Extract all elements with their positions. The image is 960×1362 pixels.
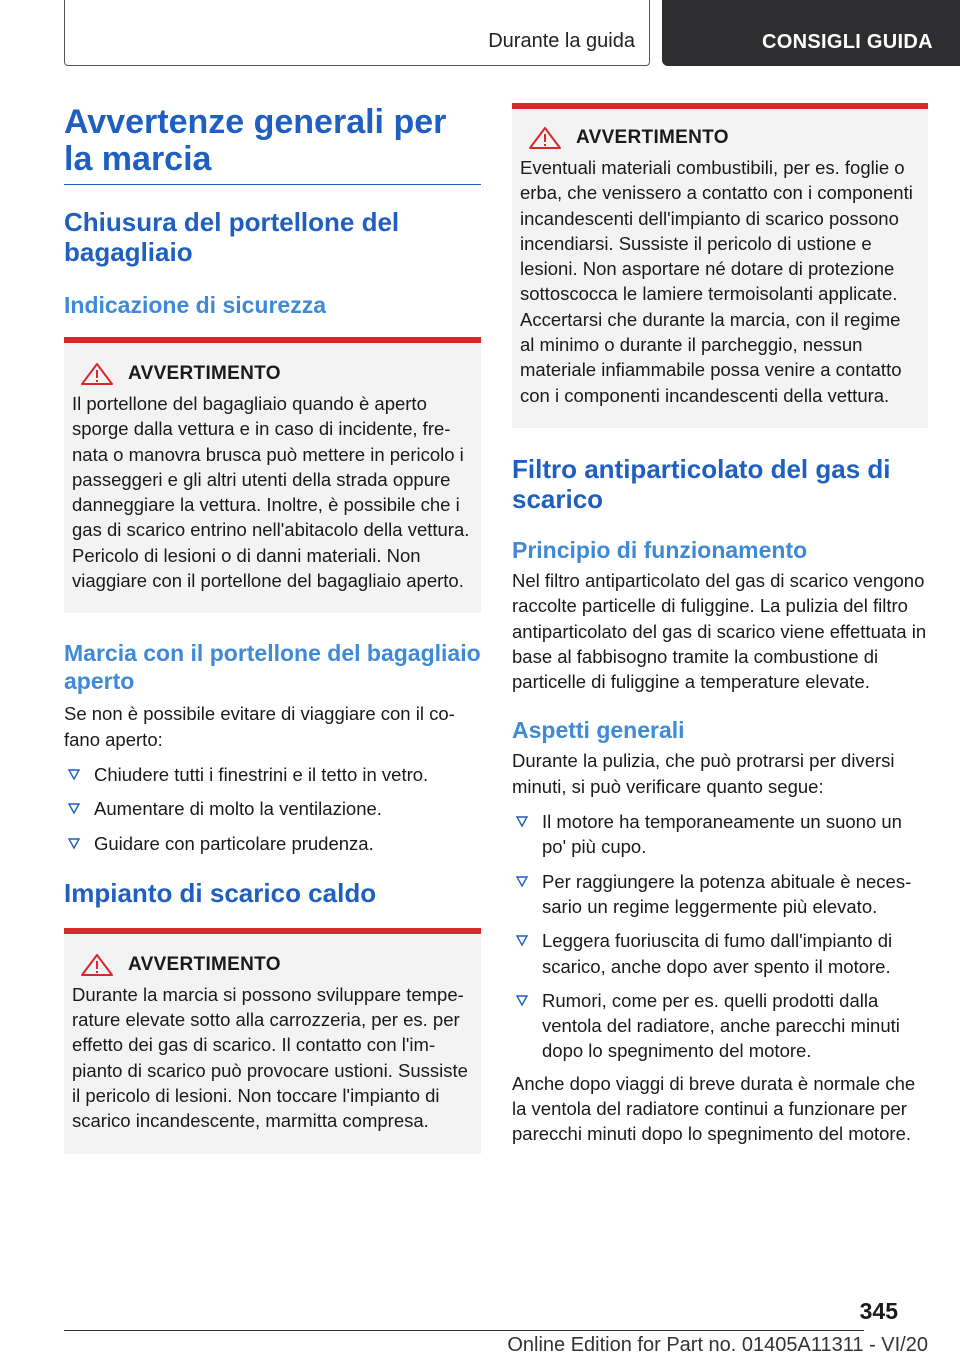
subheading-safety: Indicazione di sicurezza — [64, 292, 327, 318]
steps-list — [64, 762, 481, 856]
warning-text: Durante la marcia si possono sviluppare temperature elevate sotto alla carrozzeria, per es. per effetto dei gas di scarico. Il contatto con l'impianto di scarico può provocare ustioni. Sussiste il pericolo di lesioni. Non toccare l'impianto di scarico incandescente, marmitta compresa. — [72, 983, 468, 1132]
footer-divider — [64, 1330, 864, 1331]
list-item — [64, 831, 481, 856]
list-item-text: Guidare con particolare prudenza. — [94, 832, 374, 854]
list-item-text: Chiudere tutti i finestrini e il tetto in vetro. — [94, 763, 429, 785]
section-tab — [64, 0, 650, 66]
warning-box-exhaust — [64, 928, 481, 1154]
section-title: Durante la guida — [488, 30, 635, 52]
list-item — [512, 988, 928, 1064]
warning-header — [520, 127, 918, 149]
page-title: Avvertenze generali per la marcia — [64, 104, 481, 185]
warning-box-tailgate — [64, 337, 481, 613]
list-item-text: Il motore ha temporaneamente un suono un po' più cupo. — [542, 811, 902, 858]
warning-text: Eventuali materiali combustibili, per es. foglie o erba, che venissero a contatto con i componenti incandescenti dell'impianto di scarico possono incendiarsi. Sussiste il pericolo di ustione e lesioni. Non asportare né dotare di protezione sottoscocca le lamiere termoisolanti applicate. Accertarsi che durante la marcia, con il regime al minimo o durante il parcheggio, nessun materiale infiammabile possa venire a contatto con i componenti incandescenti della vettura. — [520, 157, 913, 406]
list-item-text: Rumori, come per es. quelli prodotti dalla ventola del radiatore, anche parecchi minuti dopo lo spegnimento del motore. — [542, 989, 900, 1062]
left-column — [64, 100, 481, 1154]
closing-paragraph: Anche dopo viaggi di breve durata è normale che la ventola del radiatore continui a funzionare per parecchi minuti dopo lo spegnimento del motore. — [512, 1072, 916, 1145]
warning-triangle-icon — [528, 127, 562, 149]
warning-box-combustible — [512, 103, 928, 428]
page-header — [0, 0, 960, 66]
effects-list — [512, 809, 928, 1064]
edition-text: Online Edition for Part no. 01405A11311 - VI/20 — [507, 1334, 928, 1356]
intro-paragraph: Se non è possibile evitare di viaggiare con il cofano aperto: — [64, 703, 455, 750]
bullet-triangle-icon — [516, 814, 528, 828]
bullet-triangle-icon — [68, 836, 80, 850]
warning-label: AVVERTIMENTO — [128, 953, 281, 975]
warning-triangle-icon — [80, 363, 114, 385]
right-column — [512, 103, 928, 1147]
subheading-driving-open: Marcia con il portellone del bagagliaio aperto — [64, 640, 481, 695]
principle-paragraph: Nel filtro antiparticolato del gas di scarico vengono raccolte particelle di fuliggine. La pulizia del filtro antiparticolato del gas di scarico viene effettuata in base al fabbisogno tramite la combustione di particelle di fuliggine a temperature elevate. — [512, 569, 927, 693]
bullet-triangle-icon — [516, 993, 528, 1007]
section-heading-tailgate: Chiusura del portellone del bagagliaio — [64, 207, 400, 267]
list-item-text: Aumentare di molto la ventilazione. — [94, 798, 382, 820]
section-heading-exhaust: Impianto di scarico caldo — [64, 877, 377, 908]
page-number: 345 — [859, 1298, 898, 1324]
warning-text: Il portellone del bagagliaio quando è aperto sporge dalla vettura e in caso di incidente, frenata o manovra brusca può mettere in pericolo i passeggeri e gli altri utenti della strada oppure danneggiare la vettura. Inoltre, è possibile che i gas di scarico entrino nell'abitacolo della vettura. Pericolo di lesioni o di danni materiali. Non viaggiare con il portellone del bagagliaio aperto. — [72, 393, 470, 592]
section-heading-particulate-filter: Filtro antiparticolato del gas di scarico — [512, 453, 891, 514]
subheading-general: Aspetti generali — [512, 717, 685, 744]
general-paragraph: Durante la pulizia, che può protrarsi per diversi minuti, si può verificare quanto segue: — [512, 750, 895, 797]
bullet-triangle-icon — [68, 767, 80, 781]
warning-label: AVVERTIMENTO — [128, 363, 281, 384]
chapter-tab — [662, 0, 960, 66]
bullet-triangle-icon — [516, 933, 528, 947]
list-item — [64, 796, 481, 821]
list-item — [512, 869, 928, 920]
list-item — [64, 762, 481, 787]
bullet-triangle-icon — [516, 874, 528, 888]
subheading-principle: Principio di funzionamento — [512, 536, 808, 563]
warning-label: AVVERTIMENTO — [576, 127, 729, 148]
bullet-triangle-icon — [68, 801, 80, 815]
warning-header — [72, 363, 471, 385]
list-item-text: Per raggiungere la potenza abituale è necessario un regime leggermente più elevato. — [542, 870, 912, 917]
chapter-title: CONSIGLI GUIDA — [762, 31, 933, 53]
list-item — [512, 928, 928, 979]
list-item-text: Leggera fuoriuscita di fumo dall'impianto di scarico, anche dopo aver spento il motore. — [542, 930, 893, 977]
warning-header — [72, 954, 471, 976]
list-item — [512, 809, 928, 860]
warning-triangle-icon — [80, 954, 114, 976]
